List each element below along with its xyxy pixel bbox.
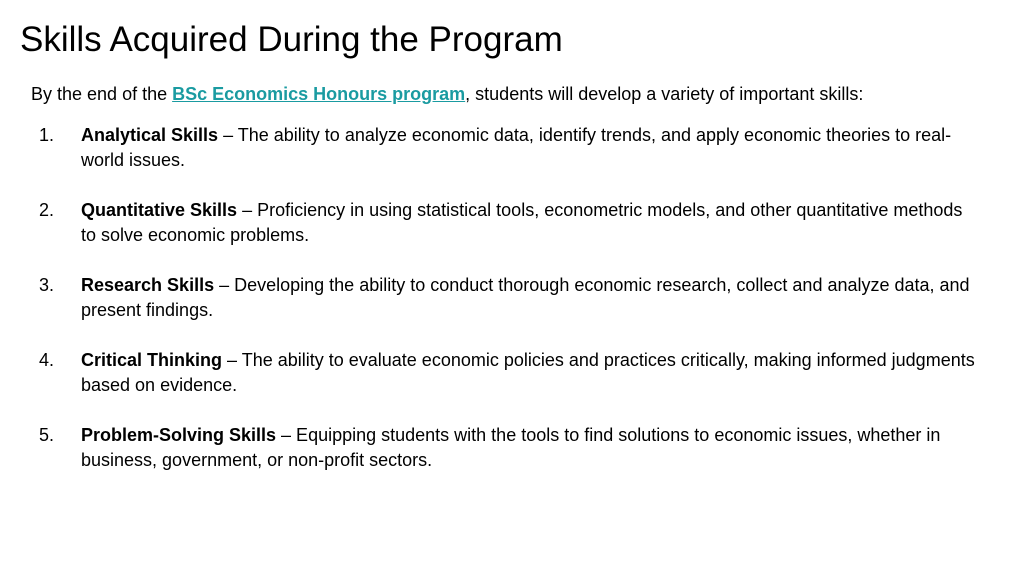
skill-text <box>81 273 981 323</box>
skill-number: 3. <box>39 275 55 295</box>
skill-item <box>0 348 1024 398</box>
skill-name: Problem-Solving Skills <box>81 425 277 445</box>
skill-number: 4. <box>39 350 55 370</box>
skill-text <box>81 348 981 398</box>
skill-name: Quantitative Skills <box>81 200 238 220</box>
skill-description: – The ability to analyze economic data, identify trends, and apply economic theories to real-world issues. <box>81 125 952 170</box>
skill-text <box>81 423 981 473</box>
skill-description: – Developing the ability to conduct thorough economic research, collect and analyze data, and present findings. <box>81 275 970 320</box>
skill-number: 2. <box>39 200 55 220</box>
skill-name: Analytical Skills <box>81 125 219 145</box>
slide-title: Skills Acquired During the Program <box>20 20 563 59</box>
skill-name: Critical Thinking <box>81 350 223 370</box>
skill-description: – The ability to evaluate economic policies and practices critically, making informed judgments based on evidence. <box>81 350 975 395</box>
program-link[interactable]: BSc Economics Honours program <box>172 84 466 104</box>
intro-text-after: , students will develop a variety of important skills: <box>465 84 864 104</box>
skill-text <box>81 123 981 173</box>
intro-paragraph <box>31 82 1011 106</box>
skill-item <box>0 123 1024 173</box>
skill-description: – Proficiency in using statistical tools, econometric models, and other quantitative methods to solve economic problems. <box>81 200 963 245</box>
skill-item <box>0 273 1024 323</box>
skill-description: – Equipping students with the tools to find solutions to economic issues, whether in business, government, or non-profit sectors. <box>81 425 941 470</box>
skill-item <box>0 423 1024 473</box>
intro-text-before: By the end of the <box>31 84 173 104</box>
skill-number: 5. <box>39 425 55 445</box>
skill-name: Research Skills <box>81 275 215 295</box>
skill-item <box>0 198 1024 248</box>
skills-list <box>0 123 1024 498</box>
skill-text <box>81 198 981 248</box>
skill-number: 1. <box>39 125 55 145</box>
